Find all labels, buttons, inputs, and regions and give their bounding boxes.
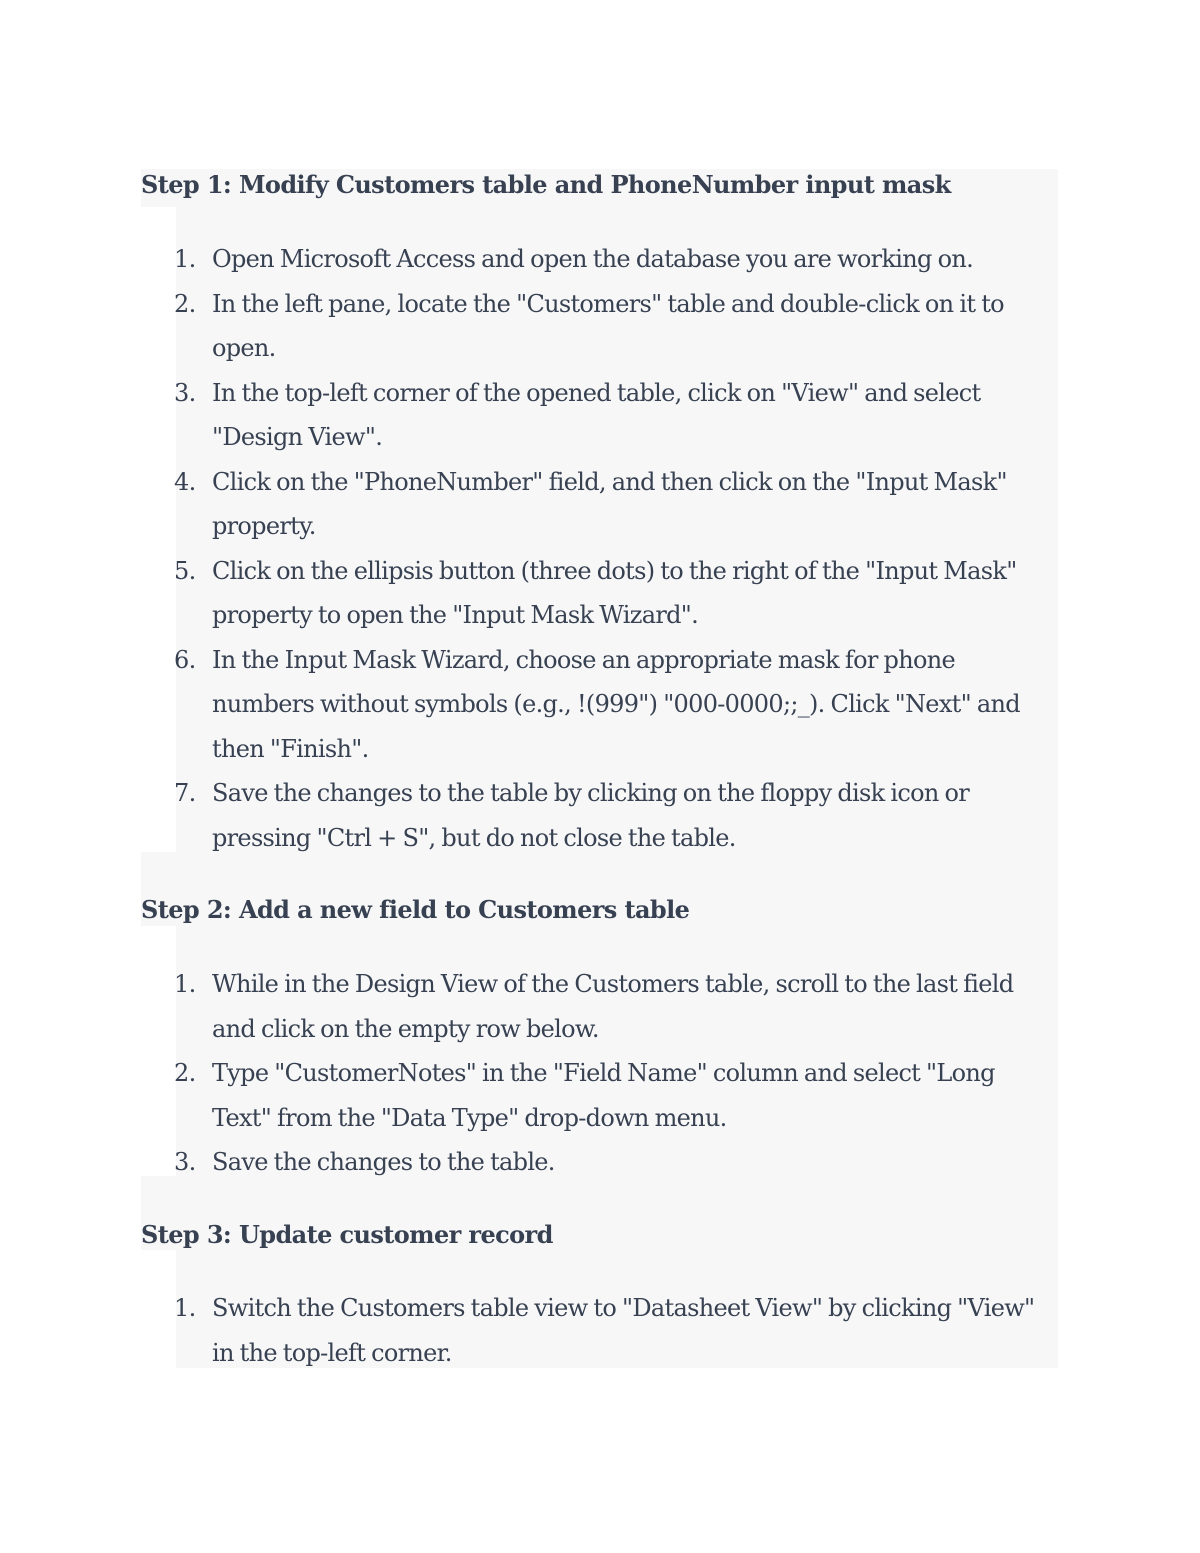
list-item [174, 1051, 1054, 1140]
list-item [174, 962, 1054, 1051]
list-number: 4. [174, 467, 196, 496]
step-2-heading: Step 2: Add a new field to Customers table [141, 895, 690, 924]
list-item [174, 638, 1054, 772]
list-item-text: Type "CustomerNotes" in the "Field Name" column and select "Long Text" from the "Data Type" drop-down menu. [212, 1059, 995, 1132]
list-item [174, 771, 1054, 860]
list-number: 2. [174, 1059, 196, 1087]
list-number: 7. [174, 779, 196, 807]
list-item-text: In the top-left corner of the opened table, click on "View" and select "Design View". [212, 378, 981, 451]
step-3-list [174, 1286, 1054, 1375]
list-item-text: Switch the Customers table view to "Datasheet View" by clicking "View" in the top-left corner. [212, 1294, 1035, 1367]
list-item [174, 371, 1054, 460]
list-item [174, 1140, 1054, 1185]
list-number: 1. [174, 245, 196, 273]
list-item-text: Open Microsoft Access and open the database you are working on. [212, 245, 974, 273]
list-item [174, 460, 1054, 549]
step-3-heading: Step 3: Update customer record [141, 1220, 553, 1249]
list-number: 3. [174, 378, 196, 407]
list-number: 3. [174, 1148, 196, 1176]
list-item-text: In the left pane, locate the "Customers" table and double-click on it to open. [212, 289, 1004, 362]
list-item [174, 282, 1054, 371]
list-item-text: Save the changes to the table. [212, 1148, 555, 1176]
list-number: 5. [174, 556, 196, 585]
step-1-heading: Step 1: Modify Customers table and PhoneNumber input mask [141, 170, 951, 199]
list-item [174, 549, 1054, 638]
list-number: 1. [174, 1294, 196, 1322]
list-item-text: In the Input Mask Wizard, choose an appropriate mask for phone numbers without symbols (e.g., !(999") "000-0000;;_). Click "Next" and then "Finish". [212, 645, 1020, 763]
list-item-text: Click on the "PhoneNumber" field, and then click on the "Input Mask" property. [212, 467, 1007, 540]
list-number: 6. [174, 645, 196, 674]
list-item-text: While in the Design View of the Customers table, scroll to the last field and click on the empty row below. [212, 970, 1014, 1043]
step-2-list [174, 962, 1054, 1185]
list-item-text: Save the changes to the table by clicking on the floppy disk icon or pressing "Ctrl + S", but do not close the table. [212, 779, 970, 852]
step-1-list [174, 237, 1054, 860]
list-number: 1. [174, 970, 196, 998]
list-item-text: Click on the ellipsis button (three dots) to the right of the "Input Mask" property to open the "Input Mask Wizard". [212, 556, 1017, 629]
list-number: 2. [174, 289, 196, 318]
list-item [174, 237, 1054, 282]
list-item [174, 1286, 1054, 1375]
